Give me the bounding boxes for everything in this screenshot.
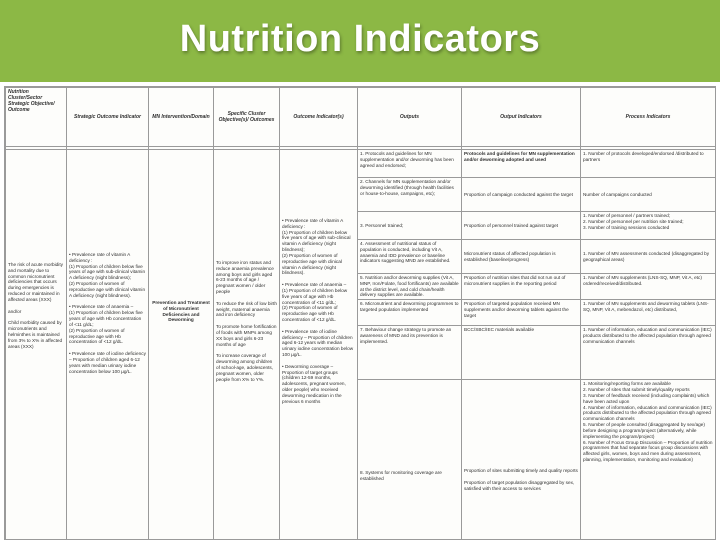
header-outcome-indicators: Outcome Indicator(s) xyxy=(280,88,358,147)
slide-title: Nutrition Indicators xyxy=(179,18,541,60)
output-cell: 1. Protocols and guidelines for MN supplementation and/or deworming has been agreed and endorsed; xyxy=(358,150,462,178)
mn-intervention-cell: Prevention and Treatment of Micronutrient Deficiencies and Deworming xyxy=(149,150,214,540)
output-indicator-cell: Micronutrient status of affected population is established (baseline/progress) xyxy=(462,240,581,274)
output-indicator-cell: Proportion of campaign conducted against the target xyxy=(462,178,581,212)
strategic-indicator-cell: • Prevalence rate of vitamin A deficiency : (1) Proportion of children below five years of age with sub-clinical vitamin A deficiency (night blindness); (2) Proportion of women of reproductive age with clinical vitamin A deficiency (night blindness). • Prevalence rate of anaemia – (1) Proportion of children below five years of age with Hb concentration of <11 g/dL; (2) Proportion of women of reproductive age with Hb concentration of <12 g/dL. • Prevalence rate of iodine deficiency – Proportion of children aged 6-12 years with median urinary iodine concentration below 100 µg/L. xyxy=(67,150,149,540)
output-cell: 8. Systems for monitoring coverage are established xyxy=(358,380,462,540)
table-row xyxy=(6,150,716,178)
output-cell: 4. Assessment of nutritional status of population is conducted, including Vit A, anaemia and IDD prevalence or baseline indicators suggesting MND are established. xyxy=(358,240,462,274)
process-indicator-cell: 1. Monitoring/reporting forms are available 2. Number of sites that submit timely/quality reports 3. Number of feedback received (including complaints) which have been acted upon 4. Number of information, education and communication (IEC) products distributed to the affected population through agreed communication channels 5. Number of people consulted (disaggregated by sex/age) before designing a program/project (alternatively, while implementing the program/project) 6. Number of Focus Group Discussion – Proportion of nutrition programmes that had separate focus group discussions with affected girls, women, boys and men during assessment, planning, implementation, monitoring and evaluation) xyxy=(581,380,716,540)
process-indicator-cell: 1. Number of personnel / partners trained; 2. Number of personnel per nutrition site trained; 3. Number of training sessions conducted xyxy=(581,212,716,240)
output-cell: 3. Personnel trained; xyxy=(358,212,462,240)
process-indicator-cell: 1. Number of MN assessments conducted (disaggregated by geographical areas) xyxy=(581,240,716,274)
process-indicator-cell: 1. Number of MN supplements and deworming tablets (LNS-SQ, MNP, Vit A, mebendazol, etc) distributed, xyxy=(581,300,716,326)
output-indicator-cell: BCC/SBC/IEC materials available xyxy=(462,326,581,380)
output-cell: 2. Channels for MN supplementation and/or deworming identified (through health facilities or house-to-house, campaigns, etc); xyxy=(358,178,462,212)
process-indicator-cell: Number of campaigns conducted xyxy=(581,178,716,212)
output-indicator-cell: Proportion of personnel trained against target xyxy=(462,212,581,240)
objective-cell: The risk of acute morbidity and mortality due to common micronutrient deficiencies that occurs during emergencies is reduced or maintained in affected areas (XXX) and/or Child morbidity caused by micronutrients and helminthes is maintained from 3% to X% in affected areas (XXX) xyxy=(6,150,67,540)
process-indicator-cell: 1. Number of protocols developed/endorsed /distributed to partners xyxy=(581,150,716,178)
output-cell: 5. Nutrition and/or deworming supplies (Vit A, MNP, Iron/Folate, food fortificants) are available at the district level, and cold chain/health delivery supplies are available. xyxy=(358,274,462,300)
header-mn-intervention: MN Intervention/Domain xyxy=(149,88,214,147)
header-process-indicators: Process Indicators xyxy=(581,88,716,147)
header-specific-objective: Specific Cluster Objective(s)/ Outcomes xyxy=(214,88,280,147)
header-row xyxy=(6,88,716,147)
specific-objective-cell: To improve iron status and reduce anaemia prevalence among boys and girls aged 6-23 months of age / pregnant women / older people To reduce the risk of low birth weight, maternal anaemia and iron deficiency To promote home fortification of foods with MNPs among XX boys and girls 6-23 months of age To increase coverage of deworming among children of school-age, adolescents, pregnant women, older people from X% to Y%. xyxy=(214,150,280,540)
header-strategic-indicator: Strategic Outcome Indicator xyxy=(67,88,149,147)
output-indicator-cell: Proportion of sites submitting timely and quality reports Proportion of target population disaggregated by sex, satisfied with their access to services xyxy=(462,380,581,540)
output-cell: 6. Micronutrient and deworming programmes to targeted population implemented xyxy=(358,300,462,326)
process-indicator-cell: 1. Number of information, education and communication (IEC) products distributed to the affected population through agreed communication channels xyxy=(581,326,716,380)
output-indicator-cell: Protocols and guidelines for MN supplementation and/or deworming adopted and used xyxy=(462,150,581,178)
output-indicator-cell: Proportion of targeted population received MN supplements and/or deworming tablets against the target xyxy=(462,300,581,326)
output-indicator-cell: Proportion of nutrition sites that did not run out of micronutrient supplies in the reporting period xyxy=(462,274,581,300)
header-outputs: Outputs xyxy=(358,88,462,147)
output-cell: 7. Behaviour change strategy to promote an awareness of MND and its prevention is implemented. xyxy=(358,326,462,380)
nutrition-indicator-table xyxy=(5,87,716,540)
header-output-indicators: Output Indicators xyxy=(462,88,581,147)
outcome-indicators-cell: • Prevalence rate of vitamin A deficiency : (1) Proportion of children below five years of age with sub-clinical vitamin A deficiency (night blindness); (2) Proportion of women of reproductive age with clinical vitamin A deficiency (night blindness). • Prevalence rate of anaemia – (1) Proportion of children below five years of age with Hb concentration of <11 g/dL; (2) Proportion of women of reproductive age with Hb concentration of <12 g/dL. • Prevalence rate of iodine deficiency – Proportion of children aged 6-12 years with median urinary iodine concentration below 100 µg/L. • Deworming coverage – Proportion of target groups (children 12-59 months, adolescents, pregnant women, older people) who received deworming medication in the previous 6 months xyxy=(280,150,358,540)
header-objective: Nutrition Cluster/Sector Strategic Objective/ Outcome xyxy=(6,88,67,147)
indicator-table-sheet xyxy=(4,86,716,540)
process-indicator-cell: 1. Number of MN supplements (LNS-SQ, MNP, Vit A, etc) ordered/received/distributed. xyxy=(581,274,716,300)
